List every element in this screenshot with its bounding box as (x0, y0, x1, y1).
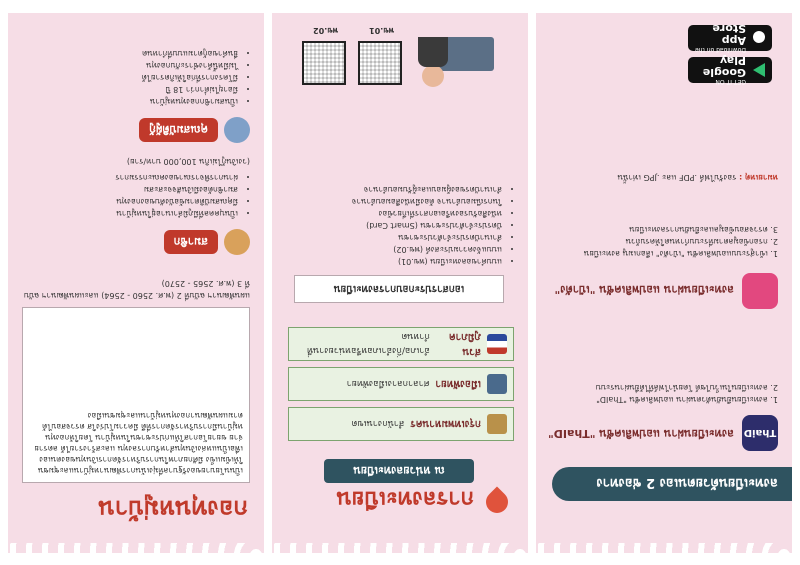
temple-icon (487, 414, 507, 434)
doc-item: • สำเนาบัตรของผู้มอบและผู้รับมอบอำนาจ (272, 183, 502, 195)
village-fund-title: กองทุนหมู่บ้าน (98, 495, 248, 523)
note (546, 171, 778, 183)
members-badge: สมาชิก (164, 230, 218, 254)
chip-label: ส่วนภูมิภาค (448, 331, 481, 357)
member-item: • ผ่านการพิจารณาของคณะกรรมการ (10, 171, 238, 183)
google-play-big: Google Play (702, 54, 746, 80)
borrowers-list (10, 47, 250, 107)
members-list (10, 171, 250, 219)
google-play-small: GET IT ON (715, 78, 746, 86)
paotang-step: 1. เข้าสู่ระบบแอปพลิเคชัน "เป๋าตัง" เลือกเมนู ลงทะเบียน (583, 249, 778, 258)
chip-label: กรุงเทพมหานคร (410, 418, 481, 430)
member-item: • เป็นบุคคลที่มีภูมิลำเนาอยู่ในหมู่บ้าน (10, 207, 238, 219)
intro-text: เป็นนโยบายของรัฐบาลที่มุ่งเน้นการพัฒนาหมู่บ้านและชุมชนให้เข้มแข็ง มีศักยภาพในการบริหารจัดการเงินทุนของตนเอง เพื่อเป็นแหล่งเงินทุนสำหรับการลงทุน และสร้างรายได้ ลดรายจ่าย ขยายโอกาสให้แก่ประชาชนในหมู่บ้าน โดยให้กองทุนหมู่บ้านมีการบริหารจัดการที่ดี มีความโปร่งใส ตรวจสอบได้ ตามแผนพัฒนากองทุนหมู่บ้านและชุมชนเมือง (34, 411, 243, 475)
app-store-button[interactable] (688, 22, 772, 54)
doc-item: • หนังสือรับรองหรือเอกสารที่เกี่ยวข้อง (272, 207, 502, 219)
member-item: • มีคุณสมบัติตามข้อบังคับของกองทุน (10, 195, 238, 207)
thaid-step: 2. ลงทะเบียนในเว็บไซต์ โดยนำไฟล์ที่ได้ยื่นผ่านระบบ (595, 383, 778, 392)
app-store-small: Download on the (695, 46, 746, 54)
google-play-icon (752, 62, 766, 78)
thaid-logo: ThaiD (742, 415, 778, 451)
paotang-step: 3. ตรวจสอบข้อมูลและยืนยันการลงทะเบียน (629, 225, 778, 234)
loan-note: (วงเงินกู้ไม่เกิน 100,000 บาท/ราย) (126, 157, 250, 166)
borrower-item: • เป็นสมาชิกกองทุนหมู่บ้าน (10, 95, 238, 107)
chip-pattaya (288, 367, 514, 401)
borrower-item: • ยื่นคำขอกู้ตามแบบที่กำหนด (10, 47, 238, 59)
borrower-item: • ไม่มีหนี้ค้างชำระกับกองทุน (10, 59, 238, 71)
qr-code-pk02[interactable] (302, 41, 346, 85)
paotang-logo (742, 273, 778, 309)
note-label: หมายเหตุ : (739, 173, 778, 182)
doc-item: • บัตรประจำตัวประชาชน (Smart Card) (272, 219, 502, 231)
member-item: • สมาชิกต้องมีเงินสัจจะสะสม (10, 183, 238, 195)
people-icon (224, 229, 250, 255)
apple-icon (752, 30, 766, 46)
qr-label-pk01: พข.01 (369, 26, 394, 35)
borrowers-badge: คุณสมบัติผู้กู้ (139, 118, 218, 142)
wave-edge (272, 543, 528, 553)
panel-self-registration (536, 13, 792, 553)
plan-box (22, 277, 250, 301)
city-icon (487, 374, 507, 394)
paotang-step: 2. กรอกข้อมูลตามที่ระบบกำหนดให้ครบถ้วน (625, 237, 778, 246)
doc-item: • แบบคำขอลงทะเบียน (พข.01) (272, 255, 502, 267)
app-store-big: App Store (712, 22, 746, 48)
docs-heading: เอกสารประกอบการลงทะเบียน (333, 283, 465, 295)
registration-title: การลงทะเบียน (336, 486, 474, 511)
panel-village-fund (8, 13, 264, 553)
borrower-icon (224, 117, 250, 143)
thaid-steps (546, 381, 778, 405)
wave-edge (536, 543, 792, 553)
pin-icon (481, 486, 512, 517)
plan-text: แผนพัฒนาฯ ฉบับที่ 2 (พ.ศ. 2560 - 2564) และแผนพัฒนาฯ ฉบับที่ 3 (พ.ศ. 2565 - 2570) (23, 279, 250, 300)
intro-box (22, 307, 250, 483)
chip-bangkok (288, 407, 514, 441)
person-laptop-illustration (414, 31, 504, 91)
google-play-button[interactable] (688, 54, 772, 86)
wave-edge (8, 543, 264, 553)
borrower-item: • มีอายุไม่ต่ำกว่า 18 ปี (10, 83, 238, 95)
docs-heading-box (294, 275, 504, 303)
flag-building-icon (487, 334, 507, 354)
thaid-step: 1. ลงทะเบียนยืนยันตัวตนผ่าน แอปพลิเคชัน "ThaID" (596, 395, 778, 404)
borrowers-heading-row (139, 117, 250, 143)
qr-label-pk02: พข.02 (313, 26, 338, 35)
borrower-item: • มีโครงการที่ก่อให้เกิดรายได้ (10, 71, 238, 83)
chip-sub: ศาลากลางเมืองพัทยา (346, 378, 430, 388)
panel-registration (272, 13, 528, 553)
self-registration-banner (552, 467, 792, 501)
channel-paotang-label: ลงทะเบียนผ่าน แอปพลิเคชัน "เป๋าตัง" (554, 283, 734, 296)
chip-region (288, 327, 514, 361)
self-registration-title: ลงทะเบียนด้วยตนเอง 2 ช่องทาง (596, 475, 778, 491)
paotang-steps (546, 223, 778, 259)
doc-item: • แบบแจ้งความประสงค์ (พข.02) (272, 243, 502, 255)
chip-sub: สำนักงานเขต (351, 418, 405, 428)
doc-item: • ในกรณีมอบอำนาจ ต้องมีหนังสือมอบอำนาจ (272, 195, 502, 207)
doc-item: • สำเนาบัตรประจำตัวประชาชน (272, 231, 502, 243)
members-heading-row (164, 229, 250, 255)
registration-subtitle-banner (324, 459, 474, 483)
registration-subtitle: ณ หน่วยลงทะเบียน (353, 464, 445, 477)
qr-code-pk01[interactable] (358, 41, 402, 85)
note-text: รองรับไฟล์ .PDF และ .JPG เท่านั้น (617, 173, 737, 182)
docs-list (272, 183, 514, 267)
channel-thaid-label: ลงทะเบียนผ่าน แอปพลิเคชัน "ThaID" (548, 427, 734, 440)
chip-label: เมืองพัทยา (435, 378, 481, 390)
chip-sub: อำเภอ/กิ่งอำเภอหรือหน่วยงานที่กำหนด (307, 331, 430, 355)
